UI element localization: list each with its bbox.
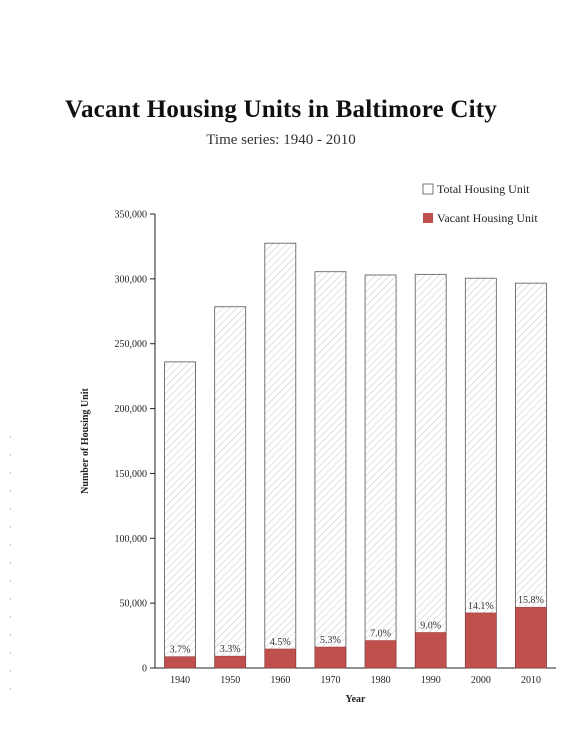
vacant-housing-bar xyxy=(215,656,246,668)
y-tick-label: 300,000 xyxy=(114,274,147,286)
legend xyxy=(423,182,538,225)
edge-marks: · · · · · · · · · · · · · · · xyxy=(9,432,12,694)
vacant-housing-bar xyxy=(365,641,396,668)
y-tick-label: 250,000 xyxy=(114,339,147,351)
total-housing-bar xyxy=(365,275,396,668)
y-tick-label: 0 xyxy=(142,663,147,675)
y-tick-label: 150,000 xyxy=(114,468,147,480)
total-housing-bar xyxy=(415,274,446,668)
legend-label-vacant: Vacant Housing Unit xyxy=(437,211,538,225)
total-housing-bar xyxy=(215,307,246,668)
x-tick-label: 2010 xyxy=(520,675,541,686)
x-tick-label: 1990 xyxy=(420,675,441,686)
x-tick-label: 2000 xyxy=(470,675,491,686)
x-tick-label: 1940 xyxy=(170,675,191,686)
vacant-housing-bar xyxy=(465,613,496,668)
legend-swatch-vacant xyxy=(423,213,433,223)
x-axis-title: Year xyxy=(345,694,366,705)
y-tick-label: 200,000 xyxy=(114,404,147,416)
x-tick-label: 1970 xyxy=(320,675,341,686)
x-tick-label: 1960 xyxy=(270,675,291,686)
legend-label-total: Total Housing Unit xyxy=(437,182,530,196)
vacancy-rate-label: 7.0% xyxy=(370,628,391,640)
vacant-housing-bar xyxy=(315,647,346,668)
vacant-housing-bar xyxy=(415,632,446,668)
total-housing-bar xyxy=(165,362,196,668)
y-tick-label: 100,000 xyxy=(114,533,147,545)
vacancy-rate-label: 4.5% xyxy=(269,636,291,648)
y-tick-label: 350,000 xyxy=(114,209,147,221)
x-tick-label: 1980 xyxy=(370,675,391,686)
vacant-housing-bar xyxy=(515,607,546,668)
y-tick-label: 50,000 xyxy=(119,598,147,610)
vacancy-rate-label: 5.3% xyxy=(320,634,341,646)
total-housing-bar xyxy=(315,272,346,668)
vacancy-rate-label: 3.7% xyxy=(169,644,191,656)
x-tick-label: 1950 xyxy=(220,675,241,686)
y-axis-title: Number of Housing Unit xyxy=(80,388,91,494)
vacancy-rate-label: 9.0% xyxy=(420,620,442,632)
total-housing-bar xyxy=(265,243,296,668)
chart-subtitle: Time series: 1940 - 2010 xyxy=(206,132,356,148)
vacant-housing-bar xyxy=(265,649,296,668)
vacancy-rate-label: 3.3% xyxy=(219,644,241,656)
vacancy-rate-label: 14.1% xyxy=(467,600,494,612)
vacant-housing-bar xyxy=(165,657,196,668)
legend-swatch-total xyxy=(423,184,433,194)
chart-title: Vacant Housing Units in Baltimore City xyxy=(65,96,497,123)
vacancy-rate-label: 15.8% xyxy=(518,595,544,607)
